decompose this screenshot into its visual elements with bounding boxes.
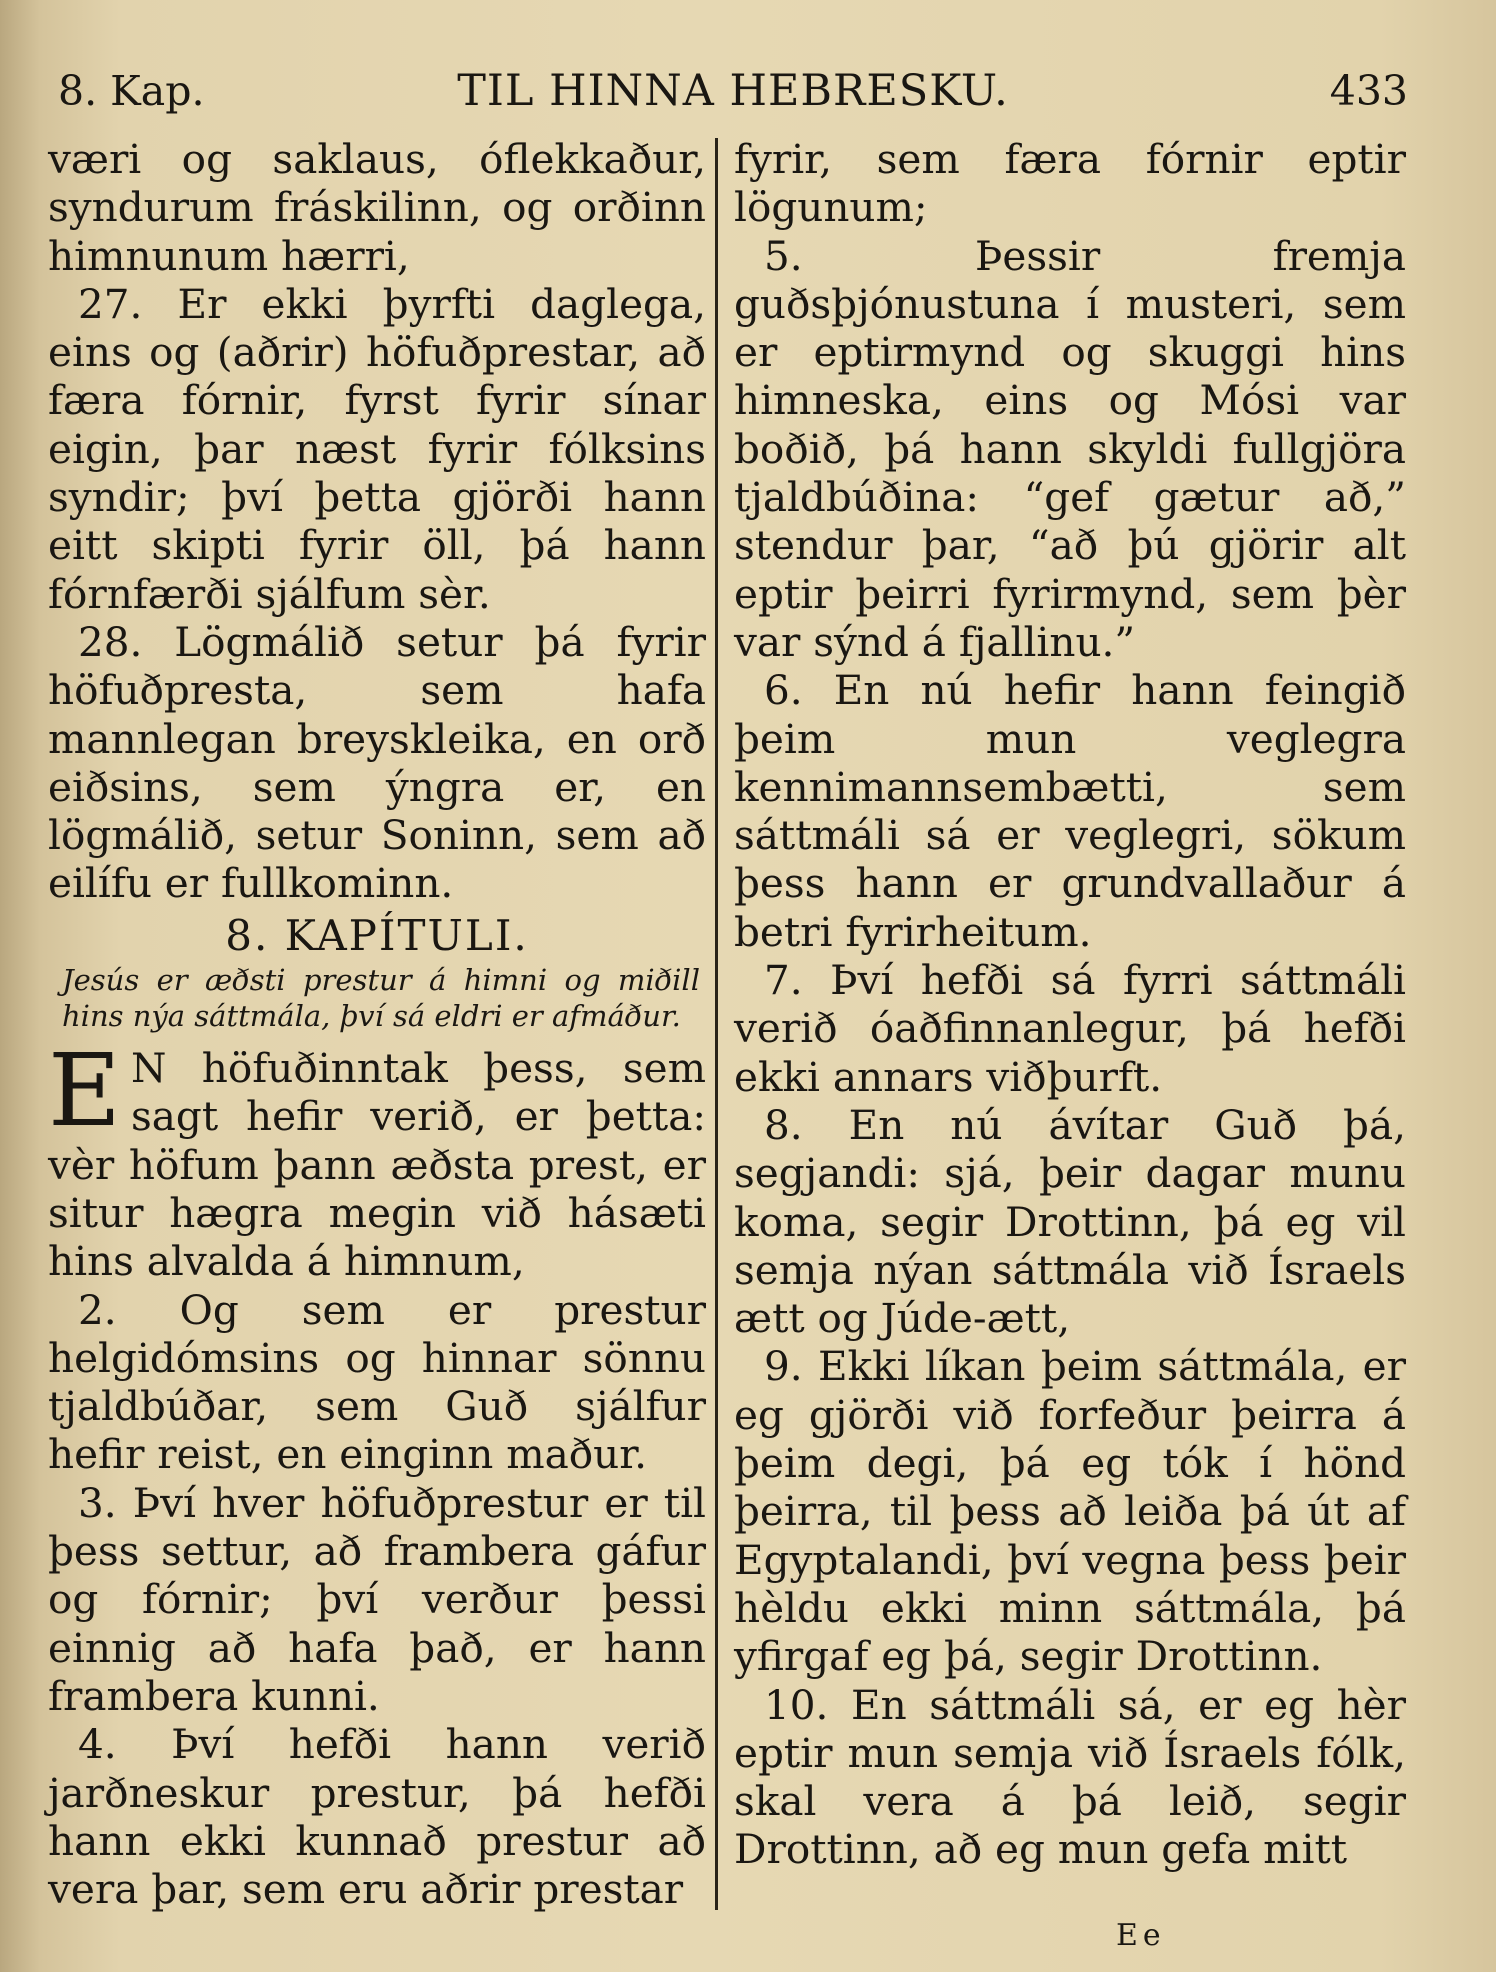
verse-26-continuation: væri og saklaus, óflekkaður, syndurum fráskilinn, og orðinn himnunum hærri, <box>48 135 706 280</box>
printer-signature-mark: Ee <box>1116 1918 1166 1953</box>
chapter-heading: 8. KAPÍTULI. <box>225 910 529 960</box>
verse-9: 9. Ekki líkan þeim sáttmála, er eg gjörði við forfeður þeirra á þeim degi, þá eg tók í hönd þeirra, til þess að leiða þá út af Egyptalandi, því vegna þess þeir hèldu ekki minn sáttmála, þá yfirgaf eg þá, segir Drottinn. <box>734 1342 1406 1681</box>
verse-3: 3. Því hver höfuðprestur er til þess settur, að frambera gáfur og fórnir; því verður þessi einnig að hafa það, er hann frambera kunni. <box>48 1478 706 1720</box>
verse-2: 2. Og sem er prestur helgidómsins og hinnar sönnu tjaldbúðar, sem Guð sjálfur hefir reist, en einginn maður. <box>48 1285 706 1479</box>
drop-cap-letter: E <box>48 1032 121 1150</box>
chapter-label: 8. Kap. <box>58 67 205 115</box>
verse-8: 8. En nú ávítar Guð þá, segjandi: sjá, þeir dagar munu koma, segir Drottinn, þá eg vil semja nýan sáttmála við Ísraels ætt og Júde-ætt, <box>734 1100 1406 1343</box>
page-number: 433 <box>1329 67 1408 115</box>
verse-10: 10. En sáttmáli sá, er eg hèr eptir mun semja við Ísraels fólk, skal vera á þá leið, segir Drottinn, að eg mun gefa mitt <box>734 1680 1406 1874</box>
verse-7: 7. Því hefði sá fyrri sáttmáli verið óaðfinnanlegur, þá hefði ekki annars viðþurft. <box>734 956 1406 1101</box>
verse-1 <box>48 1032 706 1286</box>
running-title: TIL HINNA HEBRESKU. <box>457 66 1009 116</box>
running-header <box>58 56 1408 126</box>
verse-27: 27. Er ekki þyrfti daglega, eins og (aðrir) höfuðprestar, að færa fórnir, fyrst fyrir sínar eigin, þar næst fyrir fólksins syndir; því þetta gjörði hann eitt skipti fyrir öll, þá hann fórnfærði sjálfum sèr. <box>48 279 706 618</box>
verse-1-text: N höfuðinntak þess, sem sagt hefir verið, er þetta: vèr höfum þann æðsta prest, er situr hægra megin við hásæti hins alvalda á himnum, <box>48 1044 706 1286</box>
left-column <box>48 135 706 1913</box>
verse-28: 28. Lögmálið setur þá fyrir höfuðpresta, sem hafa mannlegan breyskleika, en orð eiðsins, sem ýngra er, en lögmálið, setur Soninn, sem að eilífu er fullkominn. <box>48 617 706 908</box>
verse-4-continuation: fyrir, sem færa fórnir eptir lögunum; <box>734 135 1406 232</box>
verse-6: 6. En nú hefir hann feingið þeim mun veglegra kennimannsembætti, sem sáttmáli sá er veglegri, sökum þess hann er grundvallaður á betri fyrirheitum. <box>734 666 1406 956</box>
chapter-summary: Jesús er æðsti prestur á himni og miðill hins nýa sáttmála, því sá eldri er afmáður. <box>62 963 700 1034</box>
right-column <box>734 135 1406 1874</box>
verse-5: 5. Þessir fremja guðsþjónustuna í musteri, sem er eptirmynd og skuggi hins himneska, eins og Mósi var boðið, þá hann skyldi fullgjöra tjaldbúðina: “gef gætur að,” stendur þar, “að þú gjörir alt eptir þeirri fyrirmynd, sem þèr var sýnd á fjallinu.” <box>734 231 1406 666</box>
verse-4: 4. Því hefði hann verið jarðneskur prestur, þá hefði hann ekki kunnað prestur að vera þar, sem eru aðrir prestar <box>48 1720 706 1914</box>
column-divider <box>715 138 718 1910</box>
